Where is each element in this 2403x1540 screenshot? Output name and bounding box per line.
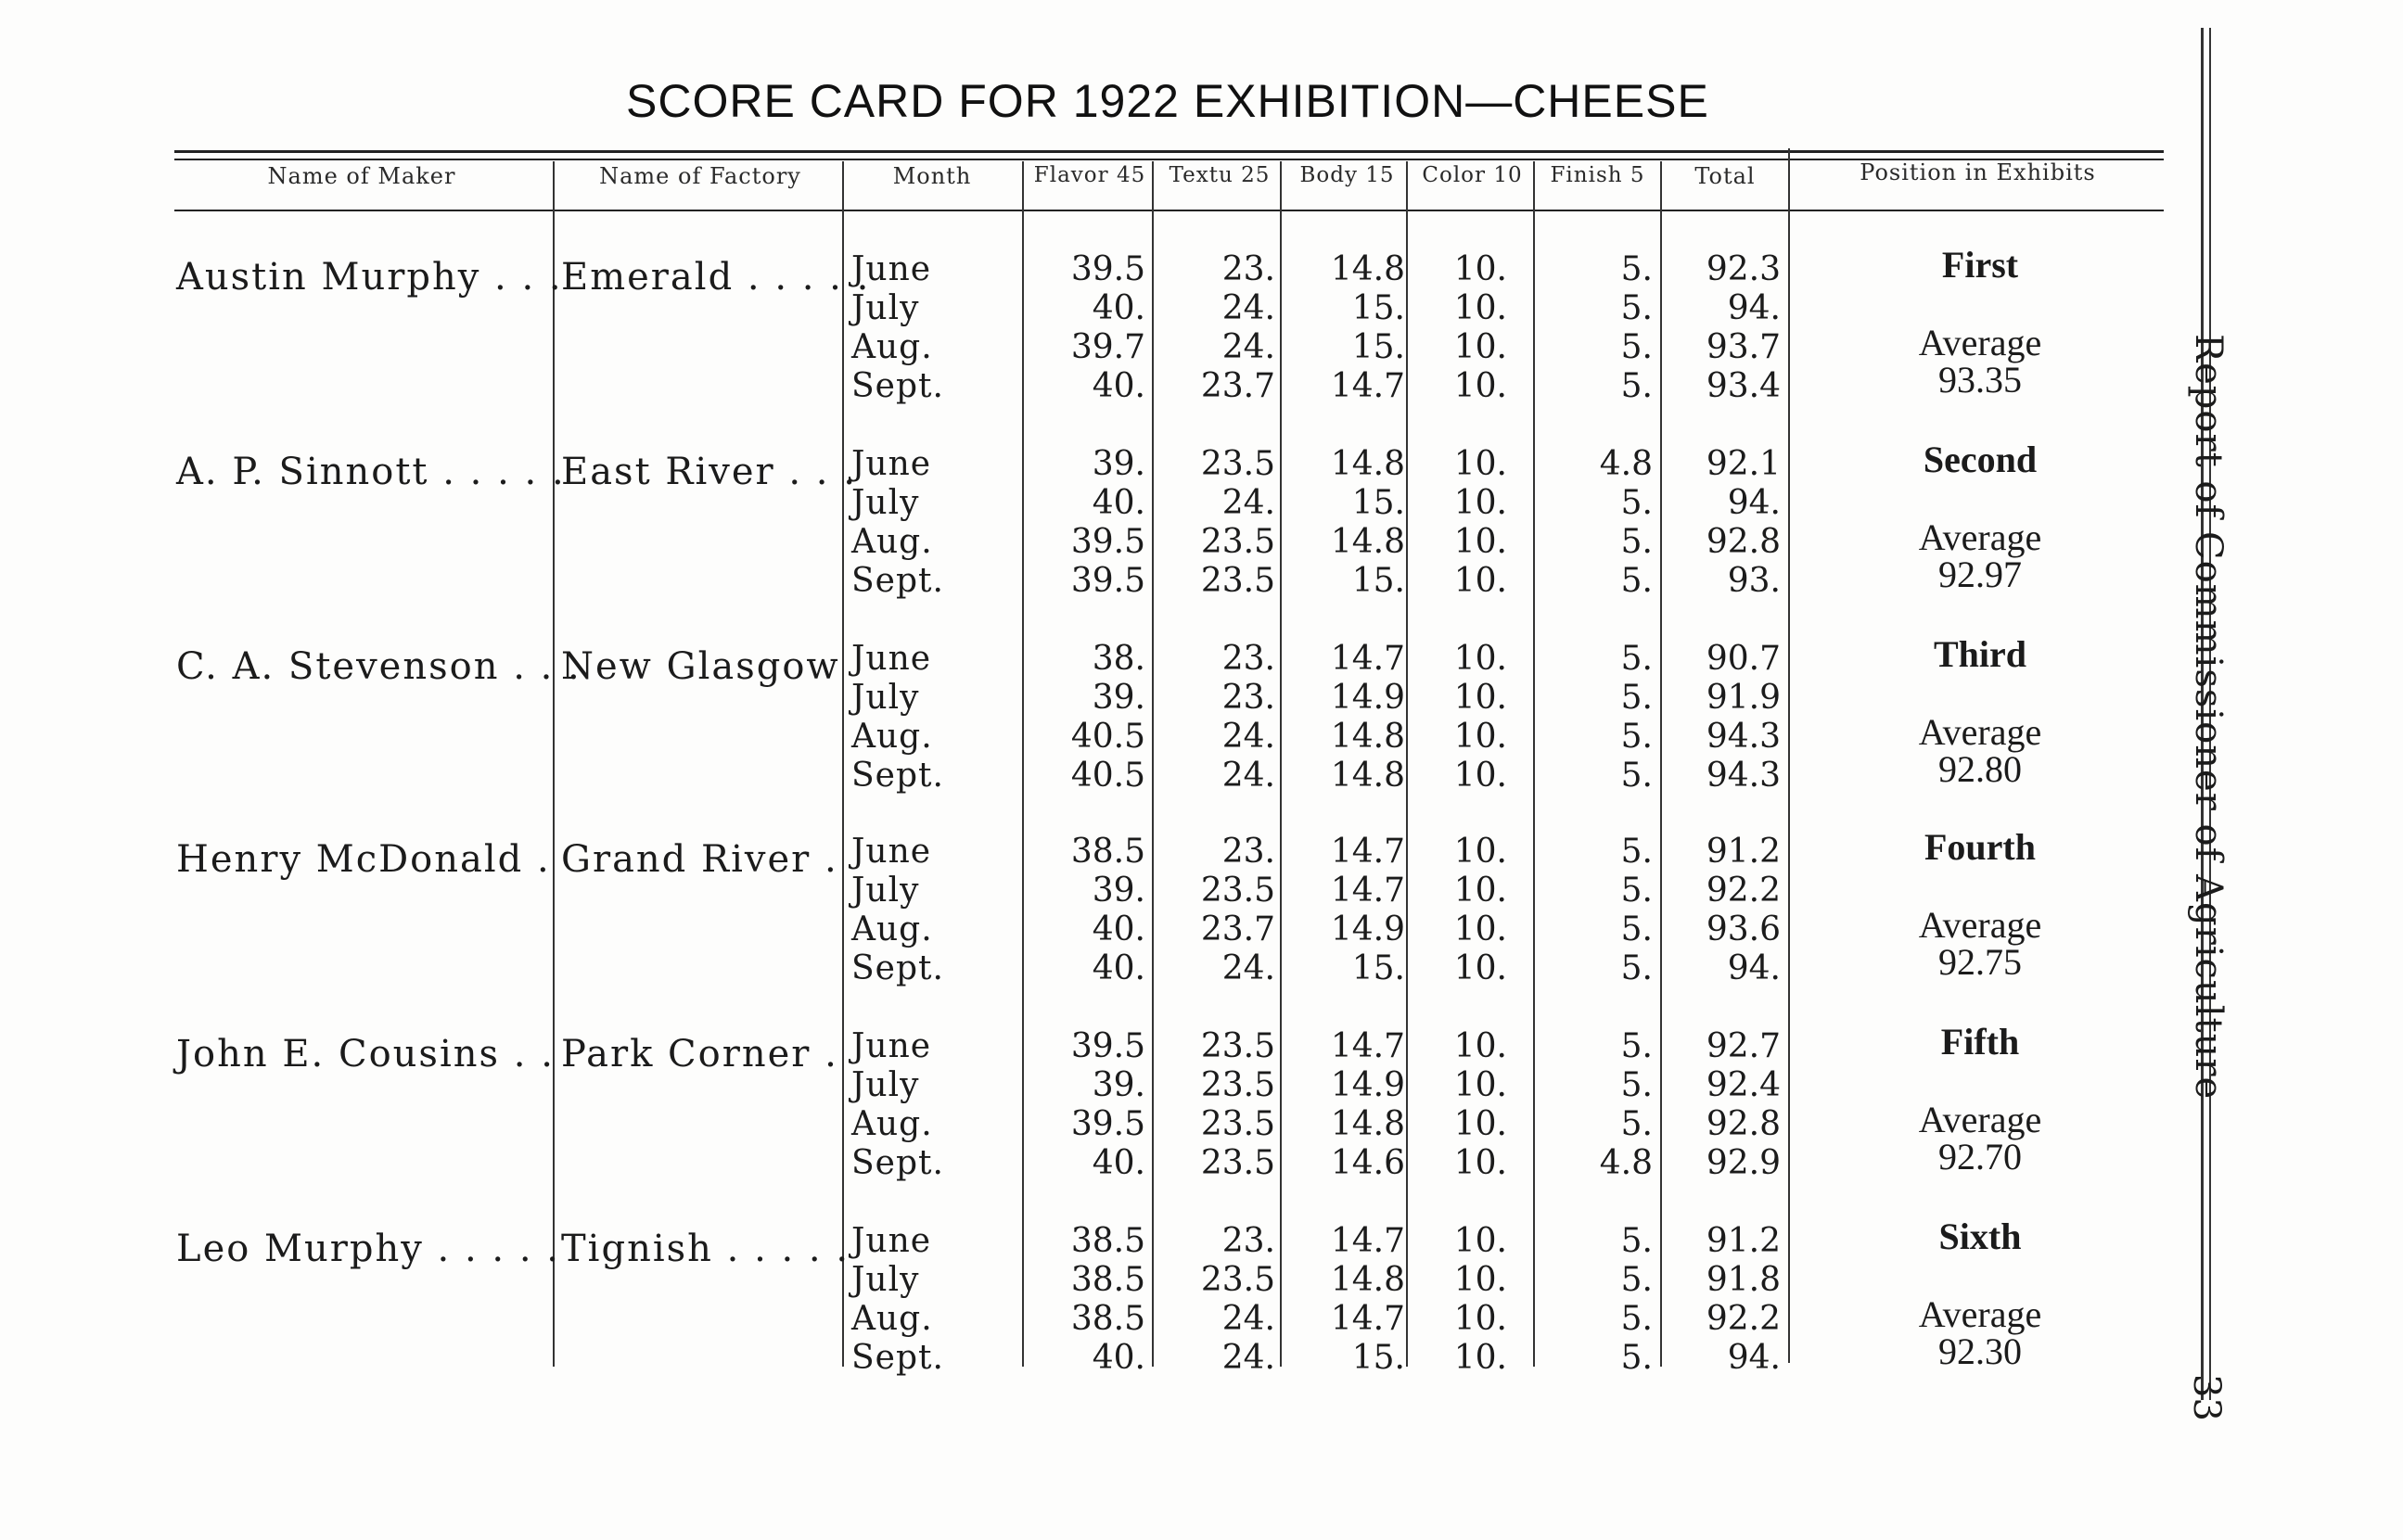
color-cell: 10. [1453, 484, 1507, 522]
finish-cell: 5. [1620, 367, 1653, 405]
texture-cell: 23. [1221, 833, 1275, 871]
maker-name: Leo Murphy . . . . . [176, 1228, 560, 1270]
flavor-cell: 38. [1092, 640, 1145, 678]
table-row [0, 1261, 1818, 1300]
flavor-cell: 39. [1092, 679, 1145, 717]
finish-cell: 5. [1620, 523, 1653, 561]
table-row [0, 289, 1818, 328]
total-cell: 92.8 [1706, 523, 1781, 561]
month-cell: July [851, 1261, 920, 1299]
finish-cell: 5. [1620, 910, 1653, 948]
texture-cell: 24. [1221, 289, 1275, 327]
finish-cell: 4.8 [1599, 445, 1653, 483]
average-value: 92.75 [1938, 941, 2022, 983]
header-maker: Name of Maker [267, 163, 456, 189]
body-cell: 14.7 [1330, 1222, 1405, 1260]
total-cell: 93.7 [1706, 328, 1781, 366]
body-cell: 15. [1351, 328, 1405, 366]
table-row [0, 1144, 1818, 1183]
month-cell: Aug. [851, 328, 933, 366]
flavor-cell: 40. [1092, 289, 1145, 327]
body-cell: 14.7 [1330, 872, 1405, 910]
header-color: Color 10 [1422, 163, 1523, 187]
month-cell: June [851, 833, 932, 871]
maker-name: Henry McDonald . [176, 838, 551, 881]
header-bottom-rule [174, 210, 2164, 211]
color-cell: 10. [1453, 1066, 1507, 1104]
body-cell: 14.9 [1330, 1066, 1405, 1104]
body-cell: 14.7 [1330, 367, 1405, 405]
page-number: 33 [2185, 1374, 2228, 1421]
running-title-text: Report of Commissioner of Agriculture [2187, 334, 2230, 1101]
total-cell: 92.2 [1706, 872, 1781, 910]
finish-cell: 5. [1620, 833, 1653, 871]
color-cell: 10. [1453, 328, 1507, 366]
flavor-cell: 39.5 [1070, 1105, 1145, 1143]
page-title: SCORE CARD FOR 1922 EXHIBITION—CHEESE [626, 75, 1709, 127]
flavor-cell: 38.5 [1070, 1300, 1145, 1338]
body-cell: 15. [1351, 1339, 1405, 1377]
flavor-cell: 39.5 [1070, 250, 1145, 288]
color-cell: 10. [1453, 1222, 1507, 1260]
color-cell: 10. [1453, 367, 1507, 405]
color-cell: 10. [1453, 1144, 1507, 1182]
texture-cell: 24. [1221, 1339, 1275, 1377]
body-cell: 14.8 [1330, 757, 1405, 795]
position-label: Third [1933, 633, 2027, 675]
finish-cell: 4.8 [1599, 1144, 1653, 1182]
body-cell: 15. [1351, 562, 1405, 600]
position-label: Second [1923, 439, 2038, 480]
body-cell: 14.8 [1330, 523, 1405, 561]
average-value: 92.80 [1938, 748, 2022, 790]
average-label: Average [1918, 1099, 2042, 1140]
finish-cell: 5. [1620, 1300, 1653, 1338]
average-value: 92.70 [1938, 1136, 2022, 1177]
body-cell: 14.9 [1330, 679, 1405, 717]
table-row [0, 367, 1818, 406]
position-label: Fourth [1924, 826, 2036, 868]
month-cell: Aug. [851, 910, 933, 948]
texture-cell: 23.7 [1200, 367, 1275, 405]
month-cell: Sept. [851, 1339, 944, 1377]
average-label: Average [1918, 711, 2042, 753]
factory-name: New Glasgow [561, 645, 840, 688]
finish-cell: 5. [1620, 562, 1653, 600]
month-cell: July [851, 289, 920, 327]
flavor-cell: 39. [1092, 445, 1145, 483]
texture-cell: 23.5 [1200, 562, 1275, 600]
table-row [0, 328, 1818, 367]
header-flavor: Flavor 45 [1033, 163, 1146, 187]
flavor-cell: 40. [1092, 484, 1145, 522]
body-cell: 14.9 [1330, 910, 1405, 948]
texture-cell: 24. [1221, 484, 1275, 522]
body-cell: 14.6 [1330, 1144, 1405, 1182]
total-cell: 94. [1727, 1339, 1781, 1377]
color-cell: 10. [1453, 872, 1507, 910]
average-label: Average [1918, 904, 2042, 946]
finish-cell: 5. [1620, 949, 1653, 987]
total-cell: 94.3 [1706, 757, 1781, 795]
table-row [0, 1066, 1818, 1105]
body-cell: 15. [1351, 949, 1405, 987]
body-cell: 14.8 [1330, 718, 1405, 756]
table-row [0, 718, 1818, 757]
texture-cell: 23.5 [1200, 445, 1275, 483]
average-label: Average [1918, 516, 2042, 558]
month-cell: July [851, 872, 920, 910]
finish-cell: 5. [1620, 1339, 1653, 1377]
flavor-cell: 40. [1092, 1144, 1145, 1182]
month-cell: Sept. [851, 949, 944, 987]
flavor-cell: 38.5 [1070, 1261, 1145, 1299]
finish-cell: 5. [1620, 1027, 1653, 1065]
total-cell: 91.9 [1706, 679, 1781, 717]
flavor-cell: 40. [1092, 949, 1145, 987]
table-row [0, 949, 1818, 988]
color-cell: 10. [1453, 250, 1507, 288]
position-label: First [1941, 244, 2019, 286]
texture-cell: 23. [1221, 250, 1275, 288]
total-cell: 93.4 [1706, 367, 1781, 405]
total-cell: 91.8 [1706, 1261, 1781, 1299]
finish-cell: 5. [1620, 1222, 1653, 1260]
month-cell: Aug. [851, 1105, 933, 1143]
texture-cell: 23.5 [1200, 1066, 1275, 1104]
table-row [0, 562, 1818, 601]
finish-cell: 5. [1620, 484, 1653, 522]
average-value: 92.30 [1938, 1330, 2022, 1372]
total-cell: 93.6 [1706, 910, 1781, 948]
total-cell: 94. [1727, 949, 1781, 987]
factory-name: Park Corner . [561, 1033, 838, 1075]
flavor-cell: 39.5 [1070, 1027, 1145, 1065]
header-body: Body 15 [1299, 163, 1395, 187]
flavor-cell: 40. [1092, 910, 1145, 948]
factory-name: Tignish . . . . . [561, 1228, 850, 1270]
body-cell: 15. [1351, 484, 1405, 522]
texture-cell: 23. [1221, 1222, 1275, 1260]
table-row [0, 757, 1818, 795]
month-cell: July [851, 679, 920, 717]
total-cell: 94. [1727, 289, 1781, 327]
table-row [0, 250, 1818, 289]
maker-group [0, 825, 2226, 1011]
total-cell: 92.4 [1706, 1066, 1781, 1104]
flavor-cell: 39.5 [1070, 523, 1145, 561]
header-month: Month [892, 163, 972, 189]
maker-group [0, 1215, 2226, 1400]
month-cell: June [851, 1222, 932, 1260]
month-cell: Aug. [851, 718, 933, 756]
position-label: Sixth [1938, 1215, 2022, 1257]
body-cell: 14.7 [1330, 1027, 1405, 1065]
body-cell: 15. [1351, 289, 1405, 327]
texture-cell: 24. [1221, 1300, 1275, 1338]
total-cell: 93. [1727, 562, 1781, 600]
table-row [0, 523, 1818, 562]
factory-name: Emerald . . . . . [561, 256, 871, 299]
factory-name: Grand River . [561, 838, 838, 881]
month-cell: Aug. [851, 523, 933, 561]
month-cell: June [851, 250, 932, 288]
color-cell: 10. [1453, 289, 1507, 327]
table-row [0, 484, 1818, 523]
body-cell: 14.7 [1330, 640, 1405, 678]
finish-cell: 5. [1620, 250, 1653, 288]
finish-cell: 5. [1620, 1066, 1653, 1104]
texture-cell: 23.5 [1200, 1261, 1275, 1299]
table-row [0, 872, 1818, 910]
header-finish: Finish 5 [1550, 163, 1645, 187]
month-cell: June [851, 1027, 932, 1065]
total-cell: 91.2 [1706, 1222, 1781, 1260]
average-label: Average [1918, 322, 2042, 363]
total-cell: 92.1 [1706, 445, 1781, 483]
table-row [0, 910, 1818, 949]
month-cell: Sept. [851, 562, 944, 600]
color-cell: 10. [1453, 523, 1507, 561]
maker-group [0, 632, 2226, 818]
finish-cell: 5. [1620, 718, 1653, 756]
position-label: Fifth [1940, 1021, 2020, 1063]
total-cell: 92.8 [1706, 1105, 1781, 1143]
table-row [0, 679, 1818, 718]
flavor-cell: 39. [1092, 1066, 1145, 1104]
color-cell: 10. [1453, 949, 1507, 987]
finish-cell: 5. [1620, 640, 1653, 678]
color-cell: 10. [1453, 1300, 1507, 1338]
body-cell: 14.8 [1330, 250, 1405, 288]
flavor-cell: 38.5 [1070, 1222, 1145, 1260]
color-cell: 10. [1453, 679, 1507, 717]
texture-cell: 23.5 [1200, 872, 1275, 910]
body-cell: 14.7 [1330, 833, 1405, 871]
total-cell: 92.9 [1706, 1144, 1781, 1182]
total-cell: 90.7 [1706, 640, 1781, 678]
month-cell: July [851, 1066, 920, 1104]
header-top-rule-1 [174, 150, 2164, 153]
maker-group [0, 1020, 2226, 1205]
flavor-cell: 40. [1092, 1339, 1145, 1377]
texture-cell: 24. [1221, 757, 1275, 795]
finish-cell: 5. [1620, 757, 1653, 795]
finish-cell: 5. [1620, 328, 1653, 366]
table-row [0, 1339, 1818, 1378]
color-cell: 10. [1453, 833, 1507, 871]
color-cell: 10. [1453, 1027, 1507, 1065]
color-cell: 10. [1453, 757, 1507, 795]
texture-cell: 23. [1221, 640, 1275, 678]
texture-cell: 23. [1221, 679, 1275, 717]
table-row [0, 1222, 1818, 1261]
month-cell: June [851, 640, 932, 678]
header-total: Total [1694, 163, 1756, 189]
maker-group [0, 243, 2226, 428]
finish-cell: 5. [1620, 289, 1653, 327]
total-cell: 92.3 [1706, 250, 1781, 288]
factory-name: East River . . . [561, 451, 857, 493]
flavor-cell: 40. [1092, 367, 1145, 405]
texture-cell: 23.5 [1200, 1105, 1275, 1143]
maker-group [0, 438, 2226, 623]
maker-name: Austin Murphy . . . [176, 256, 563, 299]
color-cell: 10. [1453, 1105, 1507, 1143]
total-cell: 94. [1727, 484, 1781, 522]
average-value: 93.35 [1938, 359, 2022, 401]
finish-cell: 5. [1620, 1105, 1653, 1143]
color-cell: 10. [1453, 562, 1507, 600]
texture-cell: 23.5 [1200, 1027, 1275, 1065]
table-row [0, 640, 1818, 679]
texture-cell: 23.5 [1200, 523, 1275, 561]
total-cell: 91.2 [1706, 833, 1781, 871]
month-cell: Sept. [851, 757, 944, 795]
header-position: Position in Exhibits [1860, 159, 2096, 185]
texture-cell: 23.5 [1200, 1144, 1275, 1182]
color-cell: 10. [1453, 718, 1507, 756]
finish-cell: 5. [1620, 1261, 1653, 1299]
body-cell: 14.8 [1330, 1105, 1405, 1143]
flavor-cell: 39.7 [1070, 328, 1145, 366]
finish-cell: 5. [1620, 872, 1653, 910]
texture-cell: 23.7 [1200, 910, 1275, 948]
header-factory: Name of Factory [599, 163, 801, 189]
flavor-cell: 38.5 [1070, 833, 1145, 871]
table-row [0, 1105, 1818, 1144]
body-cell: 14.8 [1330, 445, 1405, 483]
color-cell: 10. [1453, 910, 1507, 948]
color-cell: 10. [1453, 1339, 1507, 1377]
month-cell: June [851, 445, 932, 483]
average-value: 92.97 [1938, 554, 2022, 595]
table-row [0, 1027, 1818, 1066]
body-cell: 14.8 [1330, 1261, 1405, 1299]
maker-name: A. P. Sinnott . . . . . [176, 451, 566, 493]
table-row [0, 445, 1818, 484]
month-cell: July [851, 484, 920, 522]
flavor-cell: 39. [1092, 872, 1145, 910]
color-cell: 10. [1453, 1261, 1507, 1299]
maker-name: John E. Cousins . . [176, 1033, 555, 1075]
total-cell: 92.2 [1706, 1300, 1781, 1338]
month-cell: Aug. [851, 1300, 933, 1338]
flavor-cell: 40.5 [1070, 718, 1145, 756]
maker-name: C. A. Stevenson . . . [176, 645, 582, 688]
total-cell: 92.7 [1706, 1027, 1781, 1065]
table-row [0, 1300, 1818, 1339]
flavor-cell: 40.5 [1070, 757, 1145, 795]
average-label: Average [1918, 1293, 2042, 1335]
header-texture: Textu 25 [1169, 163, 1271, 187]
texture-cell: 24. [1221, 328, 1275, 366]
color-cell: 10. [1453, 640, 1507, 678]
table-row [0, 833, 1818, 872]
color-cell: 10. [1453, 445, 1507, 483]
total-cell: 94.3 [1706, 718, 1781, 756]
texture-cell: 24. [1221, 949, 1275, 987]
texture-cell: 24. [1221, 718, 1275, 756]
month-cell: Sept. [851, 1144, 944, 1182]
flavor-cell: 39.5 [1070, 562, 1145, 600]
finish-cell: 5. [1620, 679, 1653, 717]
body-cell: 14.7 [1330, 1300, 1405, 1338]
month-cell: Sept. [851, 367, 944, 405]
